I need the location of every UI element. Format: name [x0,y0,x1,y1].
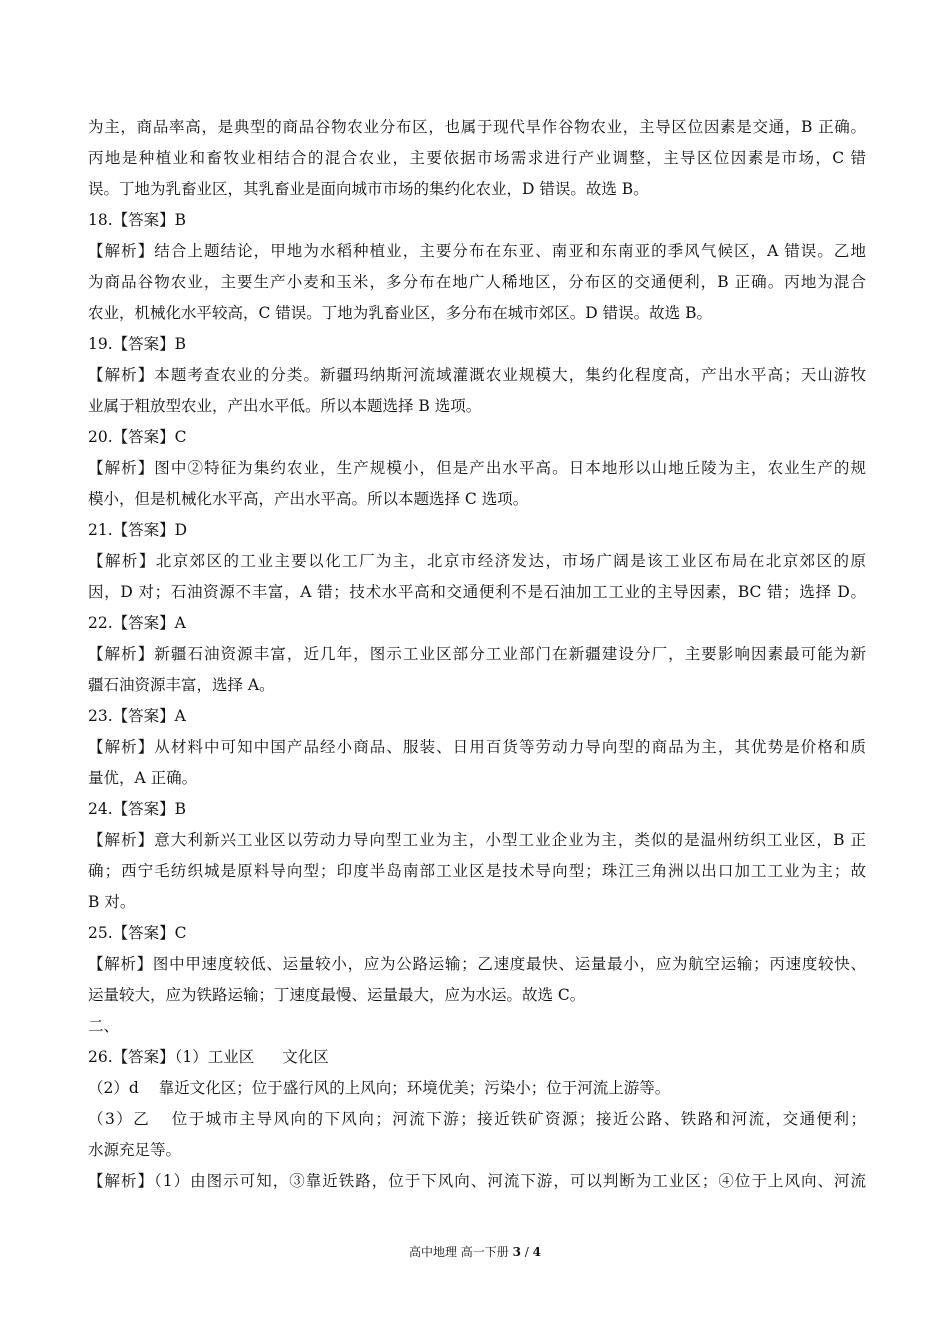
text-line: 【解析】本题考查农业的分类。新疆玛纳斯河流域灌溉农业规模大，集约化程度高，产出水平高；天山游牧 [88,366,866,384]
answer-heading-24: 24.【答案】B [88,800,187,818]
answer-heading-19: 19.【答案】B [88,335,187,353]
text-line: 量优，A 正确。 [88,769,198,787]
section-heading: 二、 [88,1017,120,1035]
footer-title: 高中地理 高一下册 [408,1245,509,1259]
text-line: 【解析】北京郊区的工业主要以化工厂为主，北京市经济发达，市场广阔是该工业区布局在北京郊区的原 [88,552,866,570]
text-line: 【解析】新疆石油资源丰富，近几年，图示工业区部分工业部门在新疆建设分厂，主要影响因素最可能为新 [88,645,866,663]
q26-part1: 26.【答案】（1）工业区 [88,1048,255,1066]
text-line: 丙地是种植业和畜牧业相结合的混合农业，主要依据市场需求进行产业调整，主导区位因素是市场，C 错 [88,149,866,167]
q26-part3 [88,1104,866,1135]
text-line: 因，D 对；石油资源不丰富，A 错；技术水平高和交通便利不是石油加工工业的主导因素，BC 错；选择 D。 [88,583,866,601]
q26-part3-label: （3）乙 [88,1110,151,1128]
text-line: 农业，机械化水平较高，C 错误。丁地为乳畜业区，多分布在城市郊区。D 错误。故选 B。 [88,304,712,322]
text-line: B 对。 [88,893,136,911]
text-line: 疆石油资源丰富，选择 A。 [88,676,275,694]
text-line: 【解析】图中②特征为集约农业，生产规模小，但是产出水平高。日本地形以山地丘陵为主，农业生产的规 [88,459,866,477]
answer-heading-21: 21.【答案】D [88,521,188,539]
text-line: 【解析】结合上题结论，甲地为水稻种植业，主要分布在东亚、南亚和东南亚的季风气候区，A 错误。乙地 [88,242,866,260]
text-line: 为主，商品率高，是典型的商品谷物农业分布区，也属于现代旱作谷物农业，主导区位因素是交通，B 正确。 [88,118,866,136]
answer-heading-23: 23.【答案】A [88,707,186,725]
text-line: 模小，但是机械化水平高，产出水平高。所以本题选择 C 选项。 [88,490,529,508]
q26-part1-b: 文化区 [282,1048,329,1066]
text-line: 【解析】从材料中可知中国产品经小商品、服装、日用百货等劳动力导向型的商品为主，其优势是价格和质 [88,738,866,756]
answer-heading-25: 25.【答案】C [88,924,187,942]
page-total: 4 [532,1245,542,1259]
q26-part2 [88,1073,866,1104]
q26-part3-text: 位于城市主导风向的下风向；河流下游；接近铁矿资源；接近公路、铁路和河流，交通便利； [170,1110,866,1128]
q26-part2-label: （2）d [88,1079,139,1097]
answer-heading-20: 20.【答案】C [88,428,187,446]
q26-part2-text: 靠近文化区；位于盛行风的上风向；环境优美；污染小；位于河流上游等。 [158,1079,671,1097]
text-line: 确；西宁毛纺织城是原料导向型；印度半岛南部工业区是技术导向型；珠江三角洲以出口加工工业为主；故 [88,862,866,880]
answer-heading-26 [88,1042,866,1073]
page-number: 3 [512,1245,521,1259]
page-footer [0,1243,950,1260]
answer-content [88,112,866,1197]
text-line: 【解析】图中甲速度较低、运量较小，应为公路运输；乙速度最快、运量最小，应为航空运输；丙速度较快、 [88,955,866,973]
answer-heading-22: 22.【答案】A [88,614,186,632]
text-line: 水源充足等。 [88,1141,182,1159]
text-line: 运量较大，应为铁路运输；丁速度最慢、运量最大，应为水运。故选 C。 [88,986,586,1004]
text-line: 为商品谷物农业，主要生产小麦和玉米，多分布在地广人稀地区，分布区的交通便利，B 正确。丙地为混合 [88,273,866,291]
text-line: 误。丁地为乳畜业区，其乳畜业是面向城市市场的集约化农业，D 错误。故选 B。 [88,180,649,198]
text-line: 业属于粗放型农业，产出水平低。所以本题选择 B 选项。 [88,397,482,415]
text-line: 【解析】意大利新兴工业区以劳动力导向型工业为主，小型工业企业为主，类似的是温州纺织工业区，B 正 [88,831,866,849]
q26-analysis: 【解析】（1）由图示可知，③靠近铁路，位于下风向、河流下游，可以判断为工业区；④位于上风向、河流 [88,1172,866,1190]
page-separator: / [524,1245,529,1259]
answer-heading-18: 18.【答案】B [88,211,187,229]
